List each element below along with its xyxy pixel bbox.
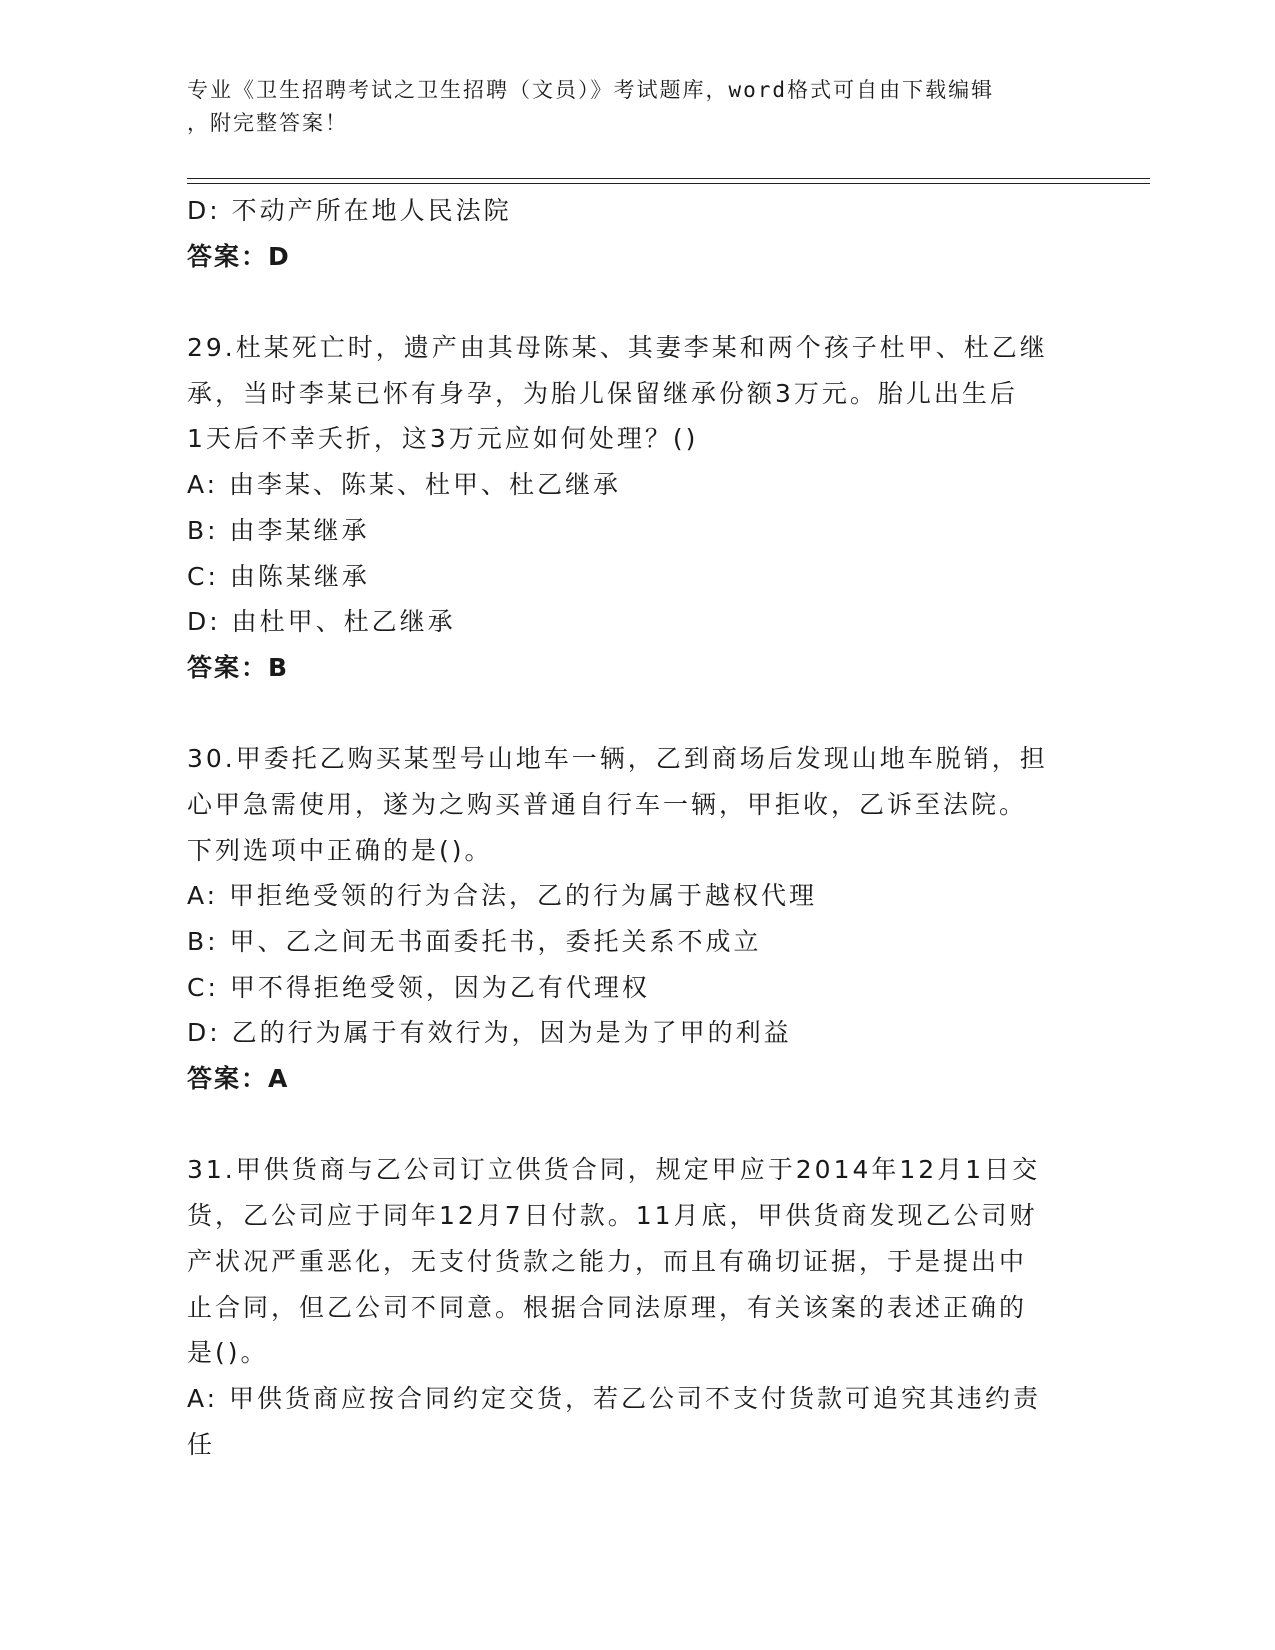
question-29-option-c: C: 由陈某继承 xyxy=(187,561,370,591)
question-31-text-line: 货，乙公司应于同年12月7日付款。11月底，甲供货商发现乙公司财 xyxy=(187,1201,1038,1231)
question-31-text-line: 是()。 xyxy=(187,1338,269,1368)
question-30-option-b: B: 甲、乙之间无书面委托书，委托关系不成立 xyxy=(187,927,762,956)
question-30-option-d: D: 乙的行为属于有效行为，因为是为了甲的利益 xyxy=(187,1018,792,1048)
document-body xyxy=(187,188,1087,1467)
question-31-text-line: 31.甲供货商与乙公司订立供货合同，规定甲应于2014年12月1日交 xyxy=(187,1155,1041,1185)
question-30-option-c: C: 甲不得拒绝受领，因为乙有代理权 xyxy=(187,972,650,1002)
question-30-answer: 答案：A xyxy=(187,1064,290,1094)
document-header xyxy=(187,74,1067,140)
spacer xyxy=(187,279,1087,325)
question-29-text-line: 1天后不幸夭折，这3万元应如何处理？() xyxy=(187,424,699,454)
header-line-1: 专业《卫生招聘考试之卫生招聘（文员）》考试题库，word格式可自由下载编辑 xyxy=(187,78,995,102)
question-30-option-a: A: 甲拒绝受领的行为合法，乙的行为属于越权代理 xyxy=(187,881,818,911)
prev-answer: 答案：D xyxy=(187,241,291,271)
question-30-text-line: 下列选项中正确的是()。 xyxy=(187,835,493,865)
question-30-text-line: 心甲急需使用，遂为之购买普通自行车一辆，甲拒收，乙诉至法院。 xyxy=(187,789,1028,819)
question-31-option-a: A: 甲供货商应按合同约定交货，若乙公司不支付货款可追究其违约责 xyxy=(187,1383,1042,1413)
spacer xyxy=(187,1102,1087,1148)
question-29-answer: 答案：B xyxy=(187,652,290,682)
header-line-2: ，附完整答案！ xyxy=(187,111,348,135)
header-divider-bottom xyxy=(187,183,1150,184)
question-31-text-line: 止合同，但乙公司不同意。根据合同法原理，有关该案的表述正确的 xyxy=(187,1292,1028,1322)
question-30 xyxy=(187,736,1087,1102)
question-31-option-a-continued: 任 xyxy=(187,1429,216,1459)
question-29 xyxy=(187,325,1087,691)
question-29-text-line: 承，当时李某已怀有身孕，为胎儿保留继承份额3万元。胎儿出生后 xyxy=(187,378,1018,408)
prev-option-d: D: 不动产所在地人民法院 xyxy=(187,196,512,225)
question-29-option-b: B: 由李某继承 xyxy=(187,515,370,545)
question-30-text-line: 30.甲委托乙购买某型号山地车一辆，乙到商场后发现山地车脱销，担 xyxy=(187,744,1048,774)
spacer xyxy=(187,691,1087,737)
question-31 xyxy=(187,1147,1087,1467)
question-29-text-line: 29.杜某死亡时，遗产由其母陈某、其妻李某和两个孩子杜甲、杜乙继 xyxy=(187,333,1048,363)
question-29-option-a: A: 由李某、陈某、杜甲、杜乙继承 xyxy=(187,470,622,500)
header-divider-top xyxy=(187,178,1150,179)
question-29-option-d: D: 由杜甲、杜乙继承 xyxy=(187,607,456,637)
question-31-text-line: 产状况严重恶化，无支付货款之能力，而且有确切证据，于是提出中 xyxy=(187,1246,1028,1276)
